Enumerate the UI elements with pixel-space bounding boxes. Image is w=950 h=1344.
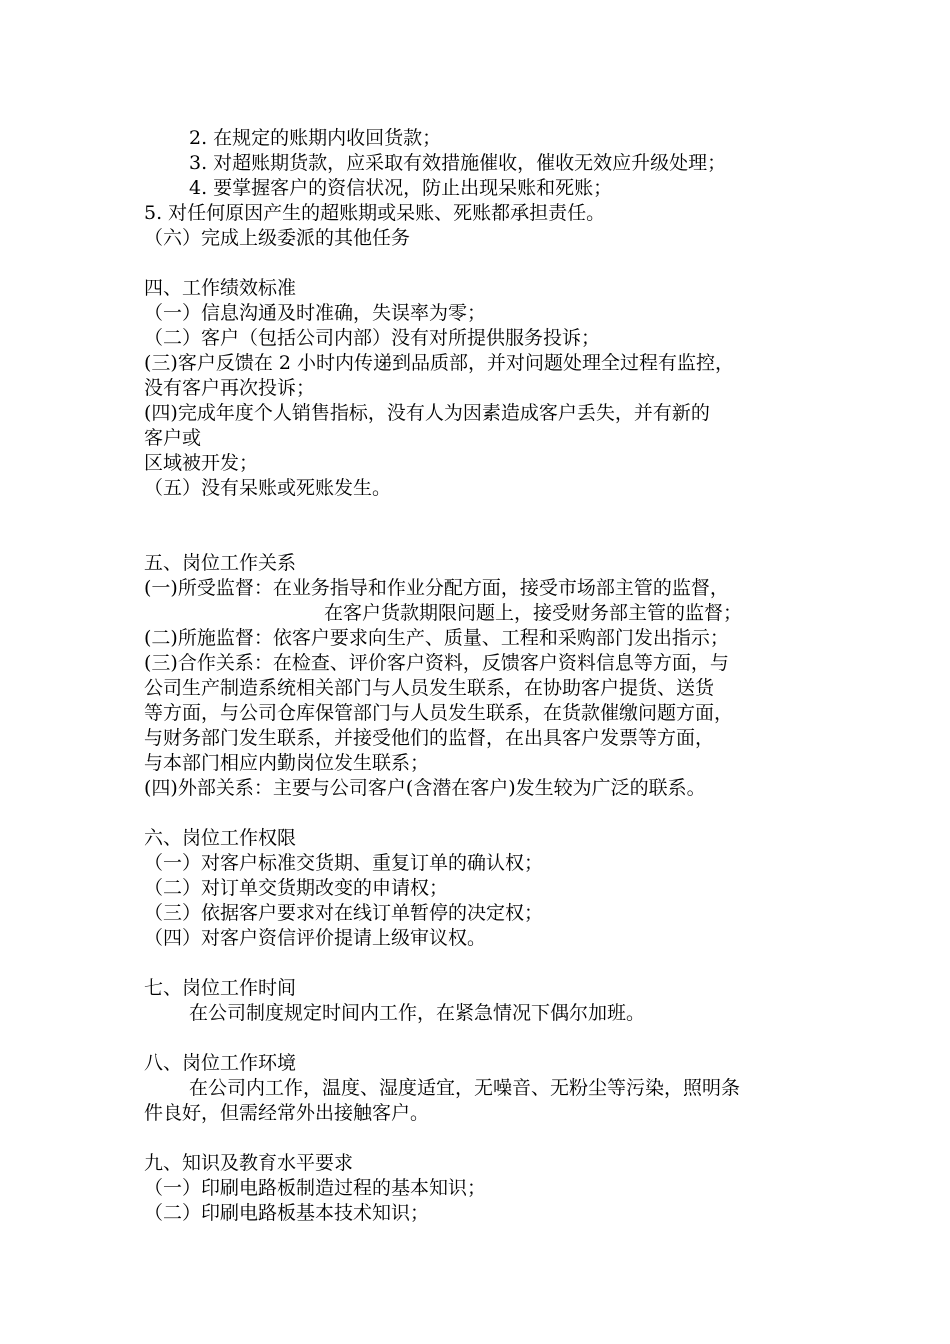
text-line: 在客户货款期限问题上，接受财务部主管的监督； <box>324 602 743 624</box>
text-line: 2. 在规定的账期内收回货款； <box>189 127 442 149</box>
text-line: 3. 对超账期货款，应采取有效措施催收，催收无效应升级处理； <box>189 152 727 174</box>
text-line: 与本部门相应内勤岗位发生联系； <box>144 752 430 774</box>
text-line: 在公司制度规定时间内工作，在紧急情况下偶尔加班。 <box>189 1002 646 1024</box>
text-line: （一）印刷电路板制造过程的基本知识； <box>144 1177 487 1199</box>
text-line: 在公司内工作，温度、湿度适宜，无噪音、无粉尘等污染，照明条 <box>189 1077 741 1099</box>
section-heading: 五、岗位工作关系 <box>144 552 297 574</box>
text-line: 5. 对任何原因产生的超账期或呆账、死账都承担责任。 <box>144 202 606 224</box>
section-heading: 七、岗位工作时间 <box>144 977 297 999</box>
section-heading: 四、工作绩效标准 <box>144 277 297 299</box>
text-line: （二）客户（包括公司内部）没有对所提供服务投诉； <box>144 327 601 349</box>
text-line: 与财务部门发生联系，并接受他们的监督，在出具客户发票等方面， <box>144 727 715 749</box>
text-line: 客户或 <box>144 427 202 449</box>
text-line: （一）信息沟通及时准确，失误率为零； <box>144 302 487 324</box>
text-line: 区域被开发； <box>144 452 259 474</box>
section-heading: 八、岗位工作环境 <box>144 1052 297 1074</box>
text-line: 件良好，但需经常外出接触客户。 <box>144 1102 430 1124</box>
text-line: (四)外部关系：主要与公司客户(含潜在客户)发生较为广泛的联系。 <box>144 777 706 799</box>
text-line: （五）没有呆账或死账发生。 <box>144 477 392 499</box>
text-line: (三)合作关系：在检查、评价客户资料，反馈客户资料信息等方面，与 <box>144 652 729 674</box>
text-line: (三)客户反馈在 2 小时内传递到品质部，并对问题处理全过程有监控， <box>144 352 734 374</box>
text-line: (二)所施监督：依客户要求向生产、质量、工程和采购部门发出指示； <box>144 627 729 649</box>
section-heading: 六、岗位工作权限 <box>144 827 297 849</box>
text-line: （六）完成上级委派的其他任务 <box>144 227 411 249</box>
section-heading: 九、知识及教育水平要求 <box>144 1152 354 1174</box>
text-line: （四）对客户资信评价提请上级审议权。 <box>144 927 487 949</box>
text-line: 公司生产制造系统相关部门与人员发生联系，在协助客户提货、送货 <box>144 677 715 699</box>
text-line: (四)完成年度个人销售指标，没有人为因素造成客户丢失，并有新的 <box>144 402 710 424</box>
text-line: 等方面，与公司仓库保管部门与人员发生联系，在货款催缴问题方面， <box>144 702 734 724</box>
text-line: （二）对订单交货期改变的申请权； <box>144 877 449 899</box>
text-line: (一)所受监督：在业务指导和作业分配方面，接受市场部主管的监督， <box>144 577 729 599</box>
text-line: 没有客户再次投诉； <box>144 377 316 399</box>
text-line: （三）依据客户要求对在线订单暂停的决定权； <box>144 902 544 924</box>
text-line: （二）印刷电路板基本技术知识； <box>144 1202 430 1224</box>
text-line: （一）对客户标准交货期、重复订单的确认权； <box>144 852 544 874</box>
text-line: 4. 要掌握客户的资信状况，防止出现呆账和死账； <box>189 177 613 199</box>
